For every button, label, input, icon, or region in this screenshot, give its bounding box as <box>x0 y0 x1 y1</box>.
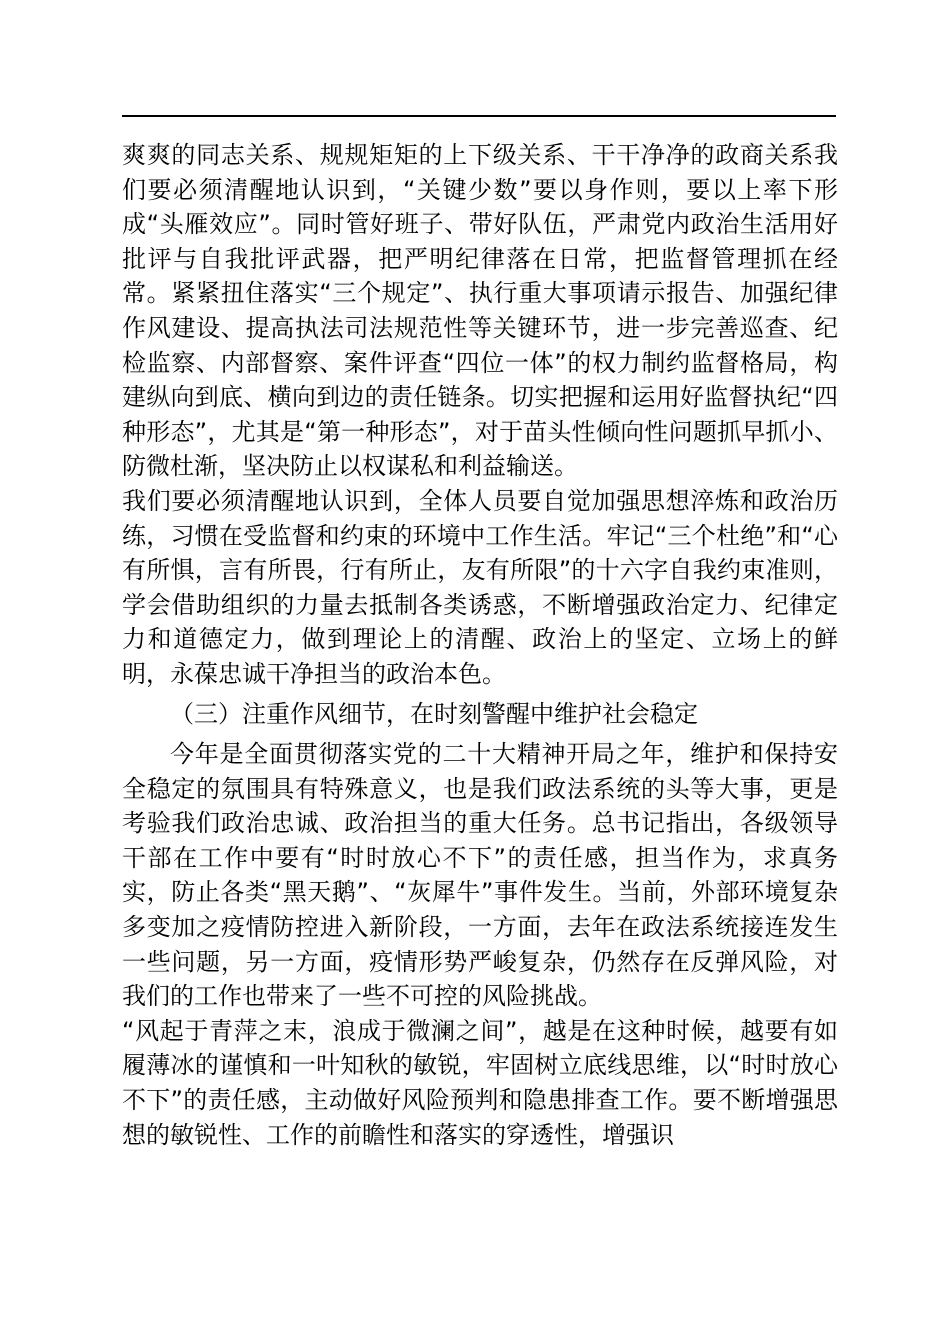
header-rule <box>122 115 836 117</box>
paragraph-self-discipline: 我们要必须清醒地认识到，全体人员要自觉加强思想淬炼和政治历练，习惯在受监督和约束的环境中工作生活。牢记“三个杜绝”和“心有所惧，言有所畏，行有所止，友有所限”的十六字自我约束准则，学会借助组织的力量去抵制各类诱惑，不断增强政治定力、纪律定力和道德定力，做到理论上的清醒、政治上的坚定、立场上的鲜明，永葆忠诚干净担当的政治本色。 <box>122 486 838 688</box>
section-heading-three: （三）注重作风细节，在时刻警醒中维护社会稳定 <box>170 699 698 728</box>
document-body <box>122 138 838 1152</box>
paragraph-discipline-supervision: 爽爽的同志关系、规规矩矩的上下级关系、干干净净的政商关系我们要必须清醒地认识到，“关键少数”要以身作则，要以上率下形成“头雁效应”。同时管好班子、带好队伍，严肃党内政治生活用好批评与自我批评武器，把严明纪律落在日常，把监督管理抓在经常。紧紧扭住落实“三个规定”、执行重大事项请示报告、加强纪律作风建设、提高执法司法规范性等关键环节，进一步完善巡查、纪检监察、内部督察、案件评查“四位一体”的权力制约监督格局，构建纵向到底、横向到边的责任链条。切实把握和运用好监督执纪“四种形态”，尤其是“第一种形态”，对于苗头性倾向性问题抓早抓小、防微杜渐，坚决防止以权谋私和利益输送。 <box>122 141 838 481</box>
paragraph-risk-awareness: “风起于青萍之末，浪成于微澜之间”，越是在这种时候，越要有如履薄冰的谨慎和一叶知秋的敏锐，牢固树立底线思维，以“时时放心不下”的责任感，主动做好风险预判和隐患排查工作。要不断增强思想的敏锐性、工作的前瞻性和落实的穿透性，增强识 <box>122 1016 838 1149</box>
paragraph-social-stability: 今年是全面贯彻落实党的二十大精神开局之年，维护和保持安全稳定的氛围具有特殊意义，也是我们政法系统的头等大事，更是考验我们政治忠诚、政治担当的重大任务。总书记指出，各级领导干部在工作中要有“时时放心不下”的责任感，担当作为，求真务实，防止各类“黑天鹅”、“灰犀牛”事件发生。当前，外部环境复杂多变加之疫情防控进入新阶段，一方面，去年在政法系统接连发生一些问题，另一方面，疫情形势严峻复杂，仍然存在反弹风险，对我们的工作也带来了一些不可控的风险挑战。 <box>122 740 838 1011</box>
